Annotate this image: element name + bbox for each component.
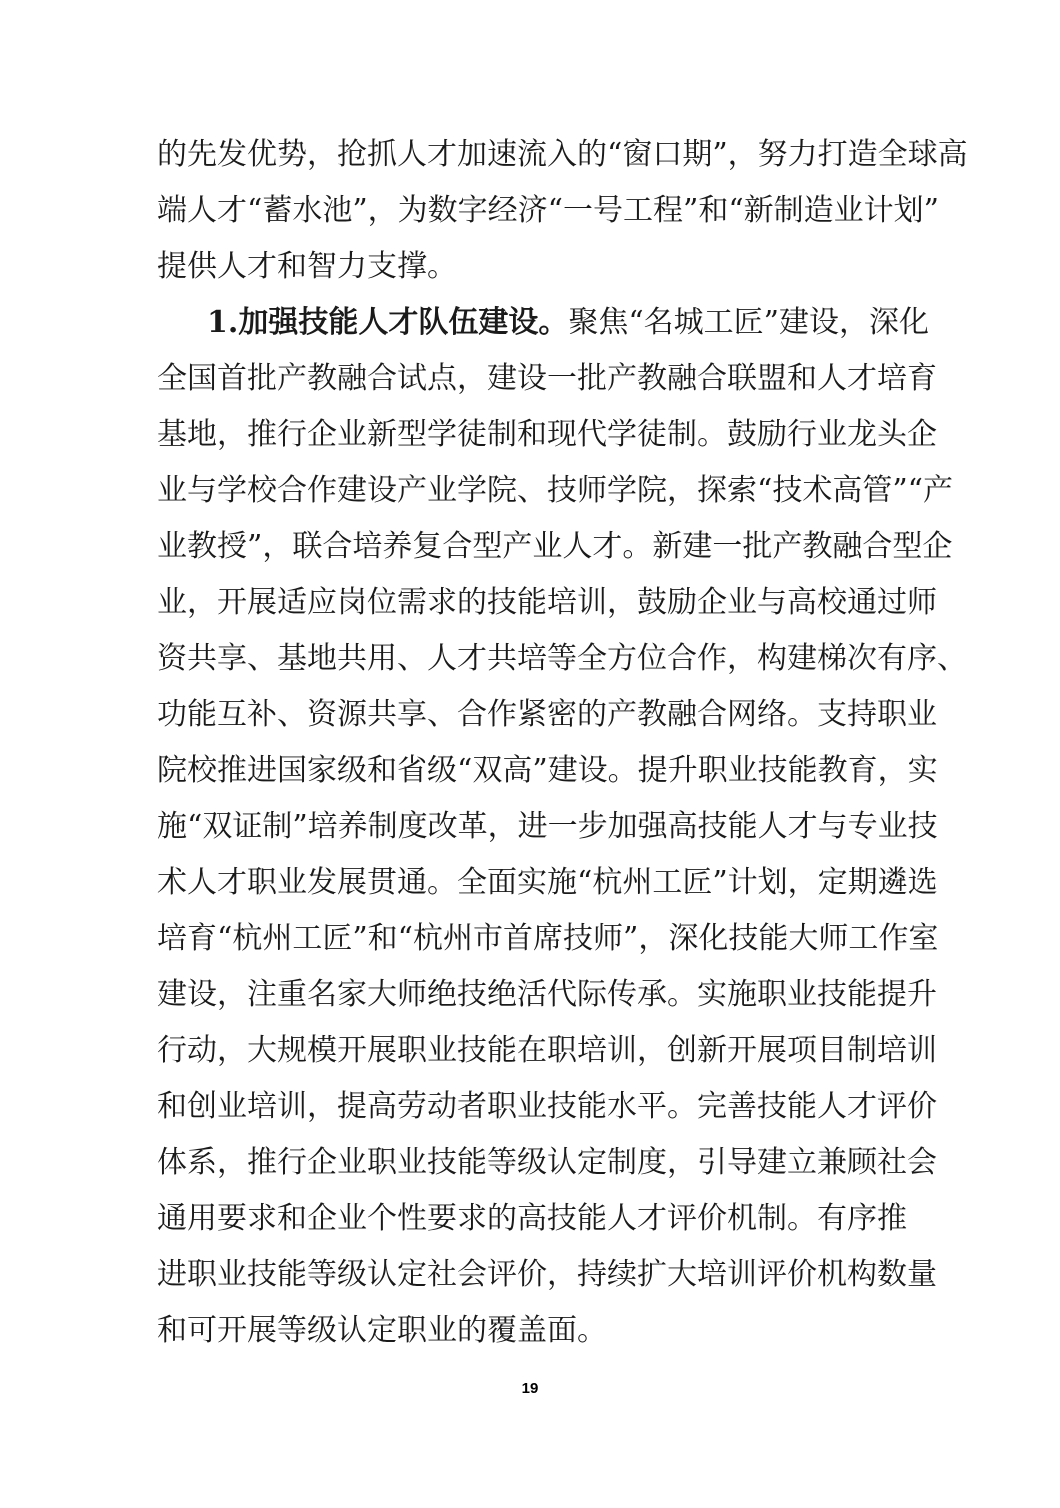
paragraph-line: 业与学校合作建设产业学院、技师学院，探索“技术高管”“产 (157, 473, 954, 508)
paragraph-line: 基地，推行企业新型学徒制和现代学徒制。鼓励行业龙头企 (157, 417, 937, 452)
paragraph-line: 和创业培训，提高劳动者职业技能水平。完善技能人才评价 (157, 1089, 937, 1124)
paragraph-line: 行动，大规模开展职业技能在职培训，创新开展项目制培训 (157, 1033, 937, 1068)
paragraph-line: 培育“杭州工匠”和“杭州市首席技师”，深化技能大师工作室 (157, 921, 939, 956)
paragraph-line: 业，开展适应岗位需求的技能培训，鼓励企业与高校通过师 (157, 585, 937, 620)
section-heading: 1.加强技能人才队伍建设。 (207, 305, 569, 340)
paragraph-line: 施“双证制”培养制度改革，进一步加强高技能人才与专业技 (157, 809, 938, 844)
paragraph-line: 体系，推行企业职业技能等级认定制度，引导建立兼顾社会 (157, 1145, 937, 1180)
paragraph-line: 资共享、基地共用、人才共培等全方位合作，构建梯次有序、 (157, 641, 967, 676)
paragraph-line: 通用要求和企业个性要求的高技能人才评价机制。有序推 (157, 1201, 907, 1236)
paragraph-line: 进职业技能等级认定社会评价，持续扩大培训评价机构数量 (157, 1257, 937, 1292)
paragraph-line: 全国首批产教融合试点，建设一批产教融合联盟和人才培育 (157, 361, 937, 396)
paragraph-line: 提供人才和智力支撑。 (157, 249, 457, 284)
paragraph-line: 功能互补、资源共享、合作紧密的产教融合网络。支持职业 (157, 697, 937, 732)
paragraph-line: 业教授”，联合培养复合型产业人才。新建一批产教融合型企 (157, 529, 953, 564)
paragraph-line: 建设，注重名家大师绝技绝活代际传承。实施职业技能提升 (157, 977, 937, 1012)
paragraph-line: 院校推进国家级和省级“双高”建设。提升职业技能教育，实 (157, 753, 938, 788)
paragraph-line: 的先发优势，抢抓人才加速流入的“窗口期”，努力打造全球高 (157, 137, 968, 172)
paragraph-line: 和可开展等级认定职业的覆盖面。 (157, 1313, 607, 1348)
paragraph-line: 端人才“蓄水池”，为数字经济“一号工程”和“新制造业计划” (157, 193, 940, 228)
section-heading-line (207, 303, 930, 343)
paragraph-line: 术人才职业发展贯通。全面实施“杭州工匠”计划，定期遴选 (157, 865, 938, 900)
section-heading-continuation: 聚焦“名城工匠”建设，深化 (568, 305, 930, 340)
page-number: 19 (521, 1380, 539, 1397)
